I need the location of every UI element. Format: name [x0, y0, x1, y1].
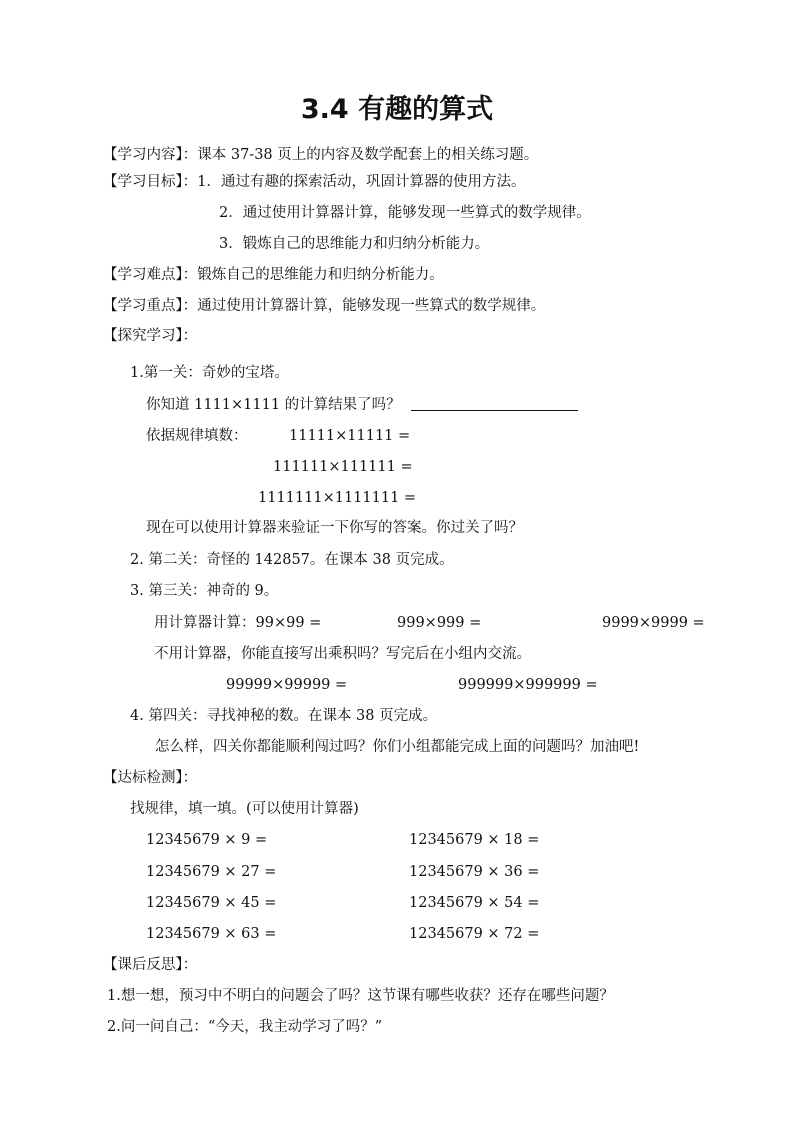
- level3-eq-c: 9999×9999 =: [602, 615, 705, 631]
- level1-title: 1.第一关：奇妙的宝塔。: [130, 365, 289, 381]
- answer-blank-line[interactable]: [411, 410, 578, 411]
- level1-eq2: 111111×111111 =: [273, 459, 413, 475]
- level1-eq1: 11111×11111 =: [289, 428, 411, 444]
- check-row-3-left: 12345679 × 45 =: [146, 895, 277, 911]
- check-row-2-left: 12345679 × 27 =: [146, 864, 277, 880]
- check-row-1-left: 12345679 × 9 =: [146, 832, 268, 848]
- learning-content: 【学习内容】：课本 37-38 页上的内容及数学配套上的相关练习题。: [103, 147, 539, 163]
- check-heading: 【达标检测】：: [103, 770, 198, 786]
- explore-heading: 【探究学习】：: [103, 328, 198, 344]
- learning-goal-2: 2．通过使用计算器计算，能够发现一些算式的数学规律。: [219, 205, 591, 221]
- level3-eq-e: 999999×999999 =: [458, 677, 598, 693]
- level1-fill-label: 依据规律填数：: [146, 428, 248, 444]
- check-row-1-right: 12345679 × 18 =: [409, 832, 540, 848]
- encourage-text: 怎么样，四关你都能顺利闯过吗？你们小组都能完成上面的问题吗？加油吧!: [155, 739, 640, 755]
- check-row-3-right: 12345679 × 54 =: [409, 895, 540, 911]
- reflect-heading: 【课后反思】：: [103, 957, 198, 973]
- level2-text: 2. 第二关：奇怪的 142857。在课本 38 页完成。: [130, 552, 454, 568]
- level1-verify: 现在可以使用计算器来验证一下你写的答案。你过关了吗？: [146, 520, 523, 536]
- level4-text: 4. 第四关：寻找神秘的数。在课本 38 页完成。: [130, 708, 438, 724]
- level3-calc-label: 用计算器计算：99×99 =: [154, 615, 322, 631]
- check-row-2-right: 12345679 × 36 =: [409, 864, 540, 880]
- level3-no-calc: 不用计算器，你能直接写出乘积吗？写完后在小组内交流。: [154, 646, 531, 662]
- level3-title: 3. 第三关：神奇的 9。: [130, 583, 279, 599]
- check-row-4-right: 12345679 × 72 =: [409, 926, 540, 942]
- check-intro: 找规律，填一填。(可以使用计算器): [130, 801, 359, 817]
- learning-goal-3: 3．锻炼自己的思维能力和归纳分析能力。: [219, 236, 490, 252]
- page-title: 3.4 有趣的算式: [300, 94, 494, 125]
- level3-eq-d: 99999×99999 =: [226, 677, 348, 693]
- reflect-item-1: 1.想一想，预习中不明白的问题会了吗？这节课有哪些收获？还存在哪些问题？: [107, 988, 614, 1004]
- reflect-item-2: 2.问一问自己：“今天，我主动学习了吗？”: [107, 1019, 383, 1035]
- learning-difficulty: 【学习难点】：锻炼自己的思维能力和归纳分析能力。: [103, 267, 444, 283]
- learning-focus: 【学习重点】：通过使用计算器计算，能够发现一些算式的数学规律。: [103, 298, 546, 314]
- learning-goal-1: 【学习目标】：1．通过有趣的探索活动，巩固计算器的使用方法。: [103, 174, 526, 190]
- check-row-4-left: 12345679 × 63 =: [146, 926, 277, 942]
- level1-eq3: 1111111×1111111 =: [258, 490, 417, 506]
- level1-question: 你知道 1111×1111 的计算结果了吗？: [146, 397, 401, 413]
- level3-eq-b: 999×999 =: [397, 615, 482, 631]
